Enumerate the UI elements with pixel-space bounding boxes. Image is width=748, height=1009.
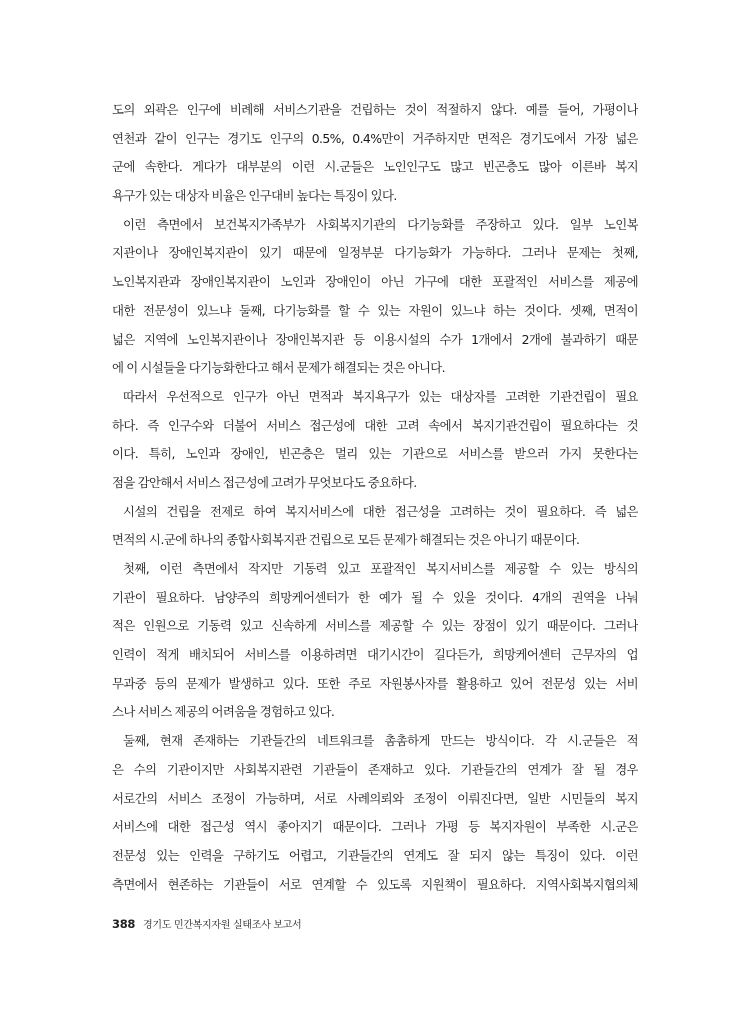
text-line: 전문성 있는 인력을 구하기도 어렵고, 기관들간의 연계도 잘 되지 않는 특징이 있다. 이런 (112, 847, 638, 863)
text-line: 하다. 즉 인구수와 더불어 서비스 접근성에 대한 고려 속에서 복지기관건립이 필요하다는 것 (112, 417, 638, 433)
page-footer (112, 916, 301, 931)
text-line: 서로간의 서비스 조정이 가능하며, 서로 사례의뢰와 조정이 이뤄진다면, 일반 시민들의 복지 (112, 790, 638, 806)
text-line: 연천과 같이 인구는 경기도 인구의 0.5%, 0.4%만이 거주하지만 면적은 경기도에서 가장 넓은 (112, 130, 638, 146)
text-line: 은 수의 기관이지만 사회복지관련 기관들이 존재하고 있다. 기관들간의 연계가 잘 될 경우 (112, 761, 638, 777)
text-line: 노인복지관과 장애인복지관이 노인과 장애인이 아닌 가구에 대한 포괄적인 서비스를 제공에 (112, 274, 638, 290)
text-line: 에 이 시설들을 다기능화한다고 해서 문제가 해결되는 것은 아니다. (112, 360, 446, 376)
text-line: 서비스에 대한 접근성 역시 좋아지기 때문이다. 그러나 가평 등 복지자원이 부족한 시․군은 (112, 819, 638, 835)
text-line: 둘째, 현재 존재하는 기관들간의 네트워크를 촘촘하게 만드는 방식이다. 각 시․군들은 적 (123, 733, 638, 749)
text-line: 측면에서 현존하는 기관들이 서로 연계할 수 있도록 지원책이 필요하다. 지역사회복지협의체 (112, 876, 638, 892)
text-line: 군에 속한다. 게다가 대부분의 이런 시․군들은 노인인구도 많고 빈곤층도 많아 이른바 복지 (112, 159, 638, 175)
text-line: 욕구가 있는 대상자 비율은 인구대비 높다는 특징이 있다. (112, 188, 397, 204)
text-line: 적은 인원으로 기동력 있고 신속하게 서비스를 제공할 수 있는 장점이 있기 때문이다. 그러나 (112, 618, 638, 634)
text-line: 점을 감안해서 서비스 접근성에 고려가 무엇보다도 중요하다. (112, 474, 417, 490)
text-line: 기관이 필요하다. 남양주의 희망케어센터가 한 예가 될 수 있을 것이다. 4개의 권역을 나눠 (112, 589, 638, 605)
text-line: 지관이나 장애인복지관이 있기 때문에 일정부분 다기능화가 가능하다. 그러나 문제는 첫째, (112, 245, 638, 261)
text-line: 따라서 우선적으로 인구가 아닌 면적과 복지욕구가 있는 대상자를 고려한 기관건립이 필요 (123, 388, 638, 404)
body-text (112, 96, 638, 899)
text-line: 시설의 건립을 전제로 하여 복지서비스에 대한 접근성을 고려하는 것이 필요하다. 즉 넓은 (123, 503, 638, 519)
text-line: 도의 외곽은 인구에 비례해 서비스기관을 건립하는 것이 적절하지 않다. 예를 들어, 가평이나 (112, 102, 638, 117)
text-line: 대한 전문성이 있느냐 둘째, 다기능화를 할 수 있는 자원이 있느냐 하는 것이다. 셋째, 면적이 (112, 302, 638, 318)
text-line: 이런 측면에서 보건복지가족부가 사회복지기관의 다기능화를 주장하고 있다. 일부 노인복 (123, 216, 638, 232)
text-line: 무과중 등의 문제가 발생하고 있다. 또한 주로 자원봉사자를 활용하고 있어 전문성 있는 서비 (112, 675, 638, 691)
text-line: 넓은 지역에 노인복지관이나 장애인복지관 등 이용시설의 수가 1개에서 2개에 불과하기 때문 (112, 331, 638, 347)
page-number: 388 (112, 917, 136, 931)
text-line: 인력이 적게 배치되어 서비스를 이용하려면 대기시간이 길다든가, 희망케어센터 근무자의 업 (112, 647, 638, 663)
text-line: 면적의 시․군에 하나의 종합사회복지관 건립으로 모든 문제가 해결되는 것은 아니기 때문이다. (112, 532, 580, 548)
report-title: 경기도 민간복지자원 실태조사 보고서 (143, 920, 302, 931)
text-line: 첫째, 이런 측면에서 작지만 기동력 있고 포괄적인 복지서비스를 제공할 수 있는 방식의 (123, 561, 638, 576)
text-line: 이다. 특히, 노인과 장애인, 빈곤층은 멀리 있는 기관으로 서비스를 받으러 가지 못한다는 (112, 446, 638, 462)
text-line: 스나 서비스 제공의 어려움을 경험하고 있다. (112, 704, 335, 720)
